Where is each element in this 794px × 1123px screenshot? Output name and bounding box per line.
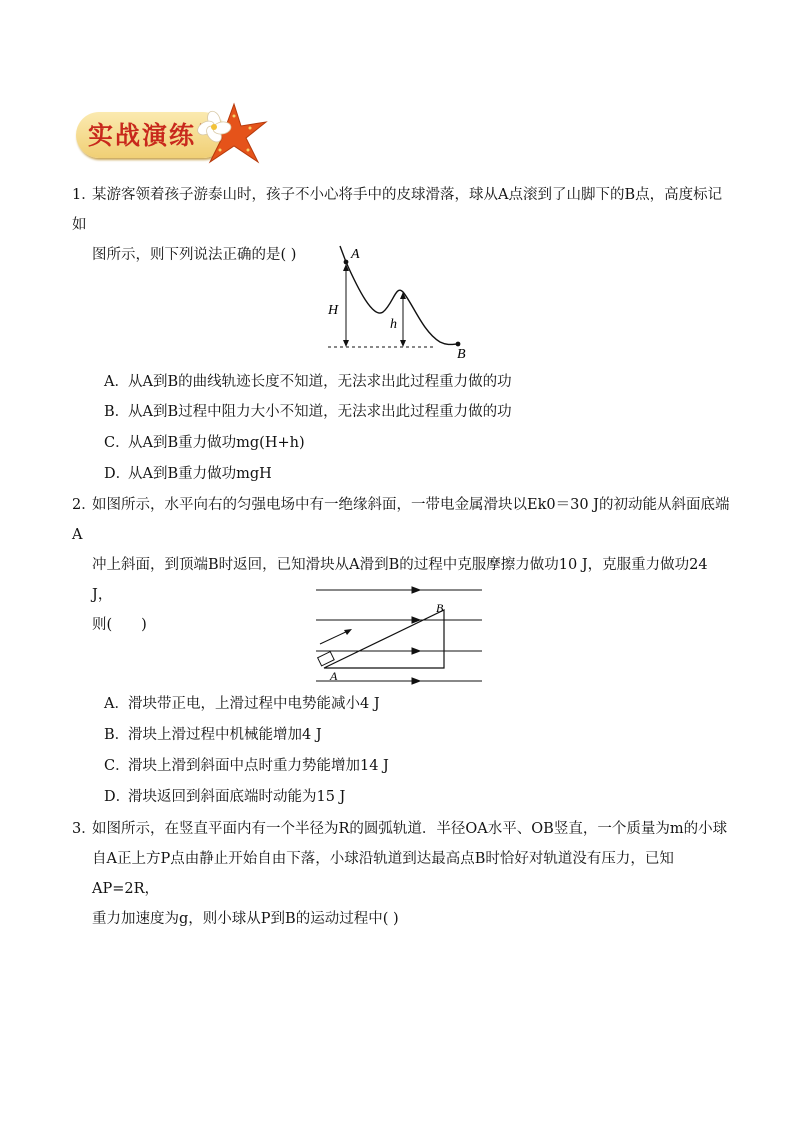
option-label: D．: [104, 789, 131, 805]
label-height-h-lower: h: [390, 317, 397, 332]
question-1-figure: [318, 244, 478, 362]
option-label: A．: [104, 696, 129, 712]
question-text-line: 冲上斜面，到顶端B时返回，已知滑块从A滑到B的过程中克服摩擦力做功10 J，克服重力做功24 J，: [92, 557, 708, 603]
question-text-line: 如图所示，在竖直平面内有一个半径为R的圆弧轨道．半径OA水平、OB竖直，一个质量为m的小球: [92, 821, 728, 837]
label-point-a: A: [330, 669, 338, 683]
option-text: 滑块返回到斜面底端时动能为15 J: [128, 789, 346, 805]
option-text: 滑块带正电，上滑过程中电势能减小4 J: [128, 696, 380, 712]
option-text: 从A到B重力做功mg(H+h): [128, 435, 305, 451]
q1-option-b: [104, 402, 512, 422]
option-label: C．: [104, 758, 130, 774]
question-text-line: 则( ): [92, 617, 147, 633]
option-label: B．: [104, 404, 130, 420]
question-text-line: 自A正上方P点由静止开始自由下落，小球沿轨道到达最高点B时恰好对轨道没有压力，已知AP=2R，: [92, 851, 674, 897]
q2-option-b: [104, 725, 322, 745]
banner-title: 实战演练: [88, 121, 197, 150]
question-text-line: 图所示，则下列说法正确的是( ): [92, 247, 297, 263]
option-label: D．: [104, 466, 131, 482]
question-number: 2．: [72, 497, 96, 513]
starfish-icon: [194, 102, 274, 164]
question-text-line: 某游客领着孩子游泰山时，孩子不小心将手中的皮球滑落，球从A点滚到了山脚下的B点，高度标记如: [72, 187, 723, 233]
option-text: 从A到B重力做功mgH: [128, 466, 272, 482]
option-text: 从A到B过程中阻力大小不知道，无法求出此过程重力做的功: [128, 404, 512, 420]
q1-option-c: [104, 433, 305, 453]
label-height-h-upper: H: [328, 303, 339, 318]
label-point-b: B: [457, 347, 466, 362]
q2-option-d: [104, 787, 345, 807]
label-point-b: B: [436, 601, 444, 615]
label-point-a: A: [351, 247, 360, 262]
question-number: 1．: [72, 187, 96, 203]
question-2-figure: [312, 584, 488, 686]
option-text: 滑块上滑过程中机械能增加4 J: [128, 727, 322, 743]
section-banner: [76, 102, 276, 164]
option-text: 滑块上滑到斜面中点时重力势能增加14 J: [128, 758, 389, 774]
option-label: C．: [104, 435, 130, 451]
question-text-line: 如图所示，水平向右的匀强电场中有一绝缘斜面，一带电金属滑块以Ek0＝30 J的初动能从斜面底端A: [72, 497, 730, 543]
option-label: B．: [104, 727, 130, 743]
question-number: 3．: [72, 821, 96, 837]
question-text-line: 重力加速度为g，则小球从P到B的运动过程中( ): [92, 911, 399, 927]
q1-option-d: [104, 464, 272, 484]
q1-option-a: [104, 372, 512, 392]
q2-option-a: [104, 694, 380, 714]
q2-option-c: [104, 756, 389, 776]
option-label: A．: [104, 374, 129, 390]
question-3: [72, 814, 732, 934]
option-text: 从A到B的曲线轨迹长度不知道，无法求出此过程重力做的功: [128, 374, 512, 390]
